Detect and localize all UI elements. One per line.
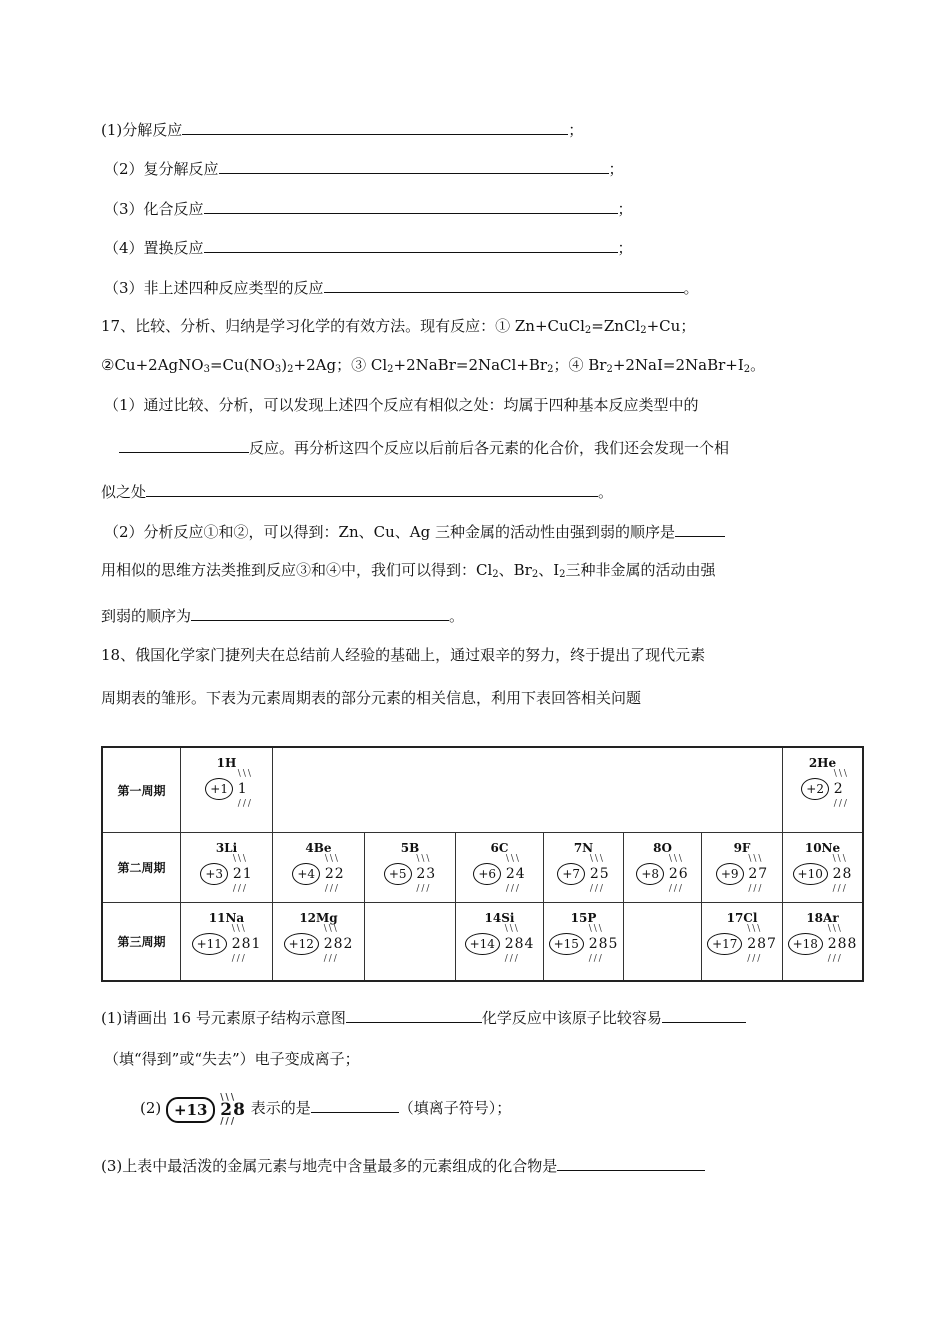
atom-diagram: +6 \\\ 24 ///	[456, 863, 543, 885]
element-cell: 2He +2 \\\ 2 ///	[783, 748, 862, 833]
atom-diagram: +7 \\\ 25 ///	[544, 863, 623, 885]
row-label-period-2: 第二周期	[103, 833, 181, 903]
periodic-table	[101, 746, 864, 982]
element-cell: 6C +6 \\\ 24 ///	[456, 833, 544, 903]
ion-diagram: +13 \\\ 28 ///	[166, 1095, 246, 1124]
element-cell: 8O +8 \\\ 26 ///	[624, 833, 702, 903]
element-cell: 14Si +14 \\\ 284 ///	[456, 903, 544, 980]
atom-diagram: +14 \\\ 284 ///	[456, 933, 543, 955]
answer-blank[interactable]	[191, 604, 449, 621]
answer-blank[interactable]	[119, 436, 249, 453]
q17-part2-line2: 用相似的思维方法类推到反应③和④中，我们可以得到：$Cl_2$、$Br_2$、$I_2$三种非金属的活动由强	[101, 561, 716, 580]
atom-diagram: +12 \\\ 282 ///	[273, 933, 364, 955]
element-cell: 1H +1 \\\ 1 ///	[181, 748, 273, 833]
q18-part3: (3)上表中最活泼的金属元素与地壳中含量最多的元素组成的化合物是	[101, 1154, 705, 1176]
answer-blank[interactable]	[557, 1154, 705, 1171]
q16-item-1: (1)分解反应 ；	[101, 118, 583, 140]
answer-blank[interactable]	[182, 118, 568, 135]
element-cell: 10Ne +10 \\\ 28 ///	[783, 833, 862, 903]
atom-diagram: +18 \\\ 288 ///	[783, 933, 862, 955]
atom-diagram: +8 \\\ 26 ///	[624, 863, 701, 885]
q17-part1-line2: 反应。再分析这四个反应以后前后各元素的化合价，我们还会发现一个相	[119, 436, 729, 458]
element-cell: 12Mg +12 \\\ 282 ///	[273, 903, 365, 980]
atom-diagram: +15 \\\ 285 ///	[544, 933, 623, 955]
element-cell: 15P +15 \\\ 285 ///	[544, 903, 624, 980]
answer-blank[interactable]	[675, 520, 725, 537]
element-cell: 5B +5 \\\ 23 ///	[365, 833, 456, 903]
answer-blank[interactable]	[219, 157, 609, 174]
answer-blank[interactable]	[204, 197, 618, 214]
q17-equations: $②Cu+2AgNO_3=Cu(NO_3)_2+2Ag$；③ $Cl_2+2NaBr=2NaCl+Br_2$；④ $Br_2+2NaI=2NaBr+I_2$。	[101, 356, 766, 375]
atom-diagram: +2 \\\ 2 ///	[783, 778, 862, 800]
element-cell: 17Cl +17 \\\ 287 ///	[702, 903, 783, 980]
row-label-period-3: 第三周期	[103, 903, 181, 980]
q18-part1-line2: （填“得到”或“失去”）电子变成离子；	[104, 1050, 360, 1068]
atom-diagram: +1 \\\ 1 ///	[181, 778, 272, 800]
q17-intro: 17、比较、分析、归纳是学习化学的有效方法。现有反应：① Zn+CuCl$_2$=ZnCl$_2$+Cu；	[101, 317, 696, 336]
q16-item-4: （4）置换反应 ；	[104, 236, 633, 258]
atom-diagram: +5 \\\ 23 ///	[365, 863, 455, 885]
element-cell: 11Na +11 \\\ 281 ///	[181, 903, 273, 980]
answer-blank[interactable]	[662, 1006, 746, 1023]
element-cell: 18Ar +18 \\\ 288 ///	[783, 903, 862, 980]
answer-blank[interactable]	[311, 1096, 399, 1113]
atom-diagram: +3 \\\ 21 ///	[181, 863, 272, 885]
q18-line1: 18、俄国化学家门捷列夫在总结前人经验的基础上，通过艰辛的努力，终于提出了现代元素	[101, 646, 706, 664]
q18-line2: 周期表的雏形。下表为元素周期表的部分元素的相关信息，利用下表回答相关问题	[101, 689, 642, 707]
answer-blank[interactable]	[146, 480, 598, 497]
q18-part2: (2) +13 \\\ 28 /// 表示的是 （填离子符号）；	[140, 1094, 511, 1124]
answer-blank[interactable]	[324, 276, 684, 293]
element-cell: 9F +9 \\\ 27 ///	[702, 833, 783, 903]
atom-diagram: +11 \\\ 281 ///	[181, 933, 272, 955]
empty-cell	[273, 748, 783, 833]
q17-part2-line3: 到弱的顺序为 。	[101, 604, 464, 626]
q17-part1-line1: （1）通过比较、分析，可以发现上述四个反应有相似之处：均属于四种基本反应类型中的	[104, 396, 699, 414]
answer-blank[interactable]	[204, 236, 618, 253]
answer-blank[interactable]	[346, 1006, 482, 1023]
atom-diagram: +4 \\\ 22 ///	[273, 863, 364, 885]
element-cell: 3Li +3 \\\ 21 ///	[181, 833, 273, 903]
q17-part1-line3: 似之处 。	[101, 480, 613, 502]
empty-cell	[365, 903, 456, 980]
atom-diagram: +17 \\\ 287 ///	[702, 933, 782, 955]
q16-item-5: （3）非上述四种反应类型的反应 。	[104, 276, 699, 298]
atom-diagram: +10 \\\ 28 ///	[783, 863, 862, 885]
q17-part2-line1: （2）分析反应①和②，可以得到：Zn、Cu、Ag 三种金属的活动性由强到弱的顺序是	[104, 520, 725, 542]
element-cell: 7N +7 \\\ 25 ///	[544, 833, 624, 903]
element-cell: 4Be +4 \\\ 22 ///	[273, 833, 365, 903]
row-label-period-1: 第一周期	[103, 748, 181, 833]
q16-item-3: （3）化合反应 ；	[104, 197, 633, 219]
q18-part1-line1: (1)请画出 16 号元素原子结构示意图 化学反应中该原子比较容易	[101, 1006, 746, 1028]
q16-item-2: （2）复分解反应 ；	[104, 157, 624, 179]
empty-cell	[624, 903, 702, 980]
atom-diagram: +9 \\\ 27 ///	[702, 863, 782, 885]
